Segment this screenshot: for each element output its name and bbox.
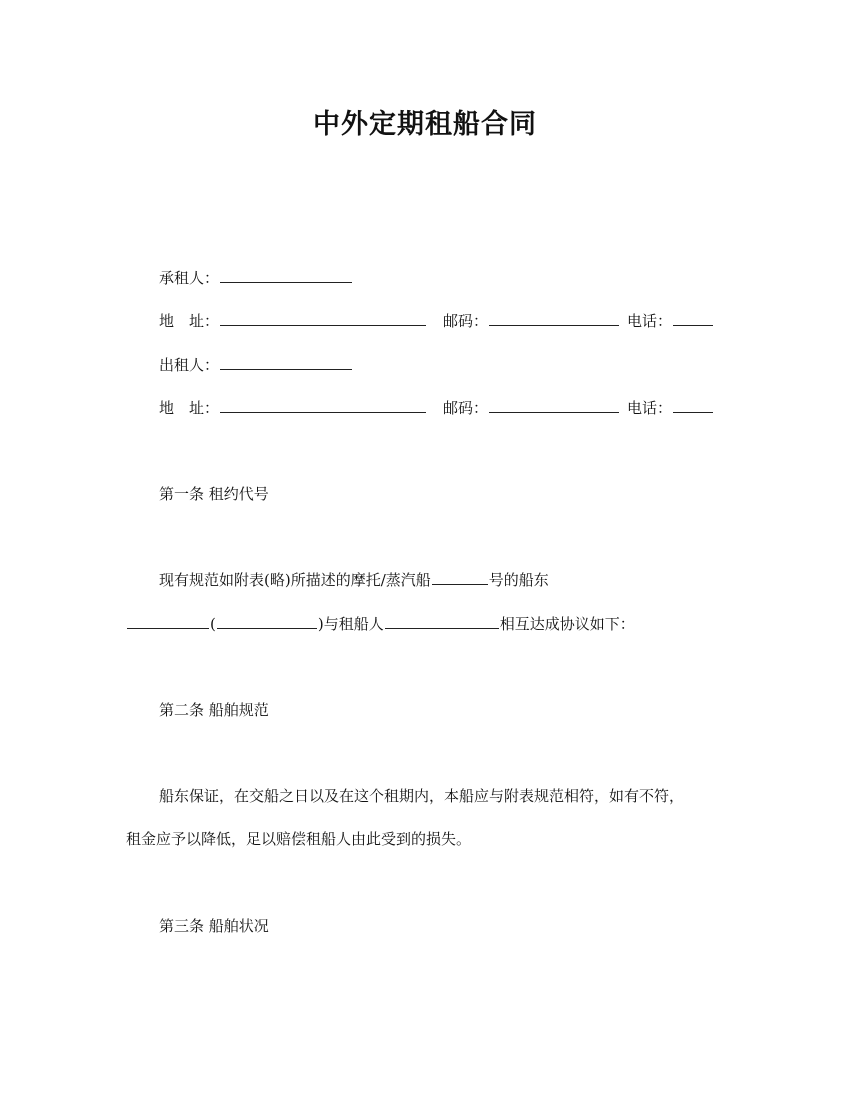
paren-close-text: )与租船人 — [317, 615, 384, 633]
lessor-postcode-blank — [489, 398, 619, 413]
lessor-phone-blank — [673, 398, 713, 413]
lessor-address-label: 地 址： — [159, 399, 220, 417]
ship-name-blank — [432, 570, 488, 585]
lessor-address-blank — [220, 398, 426, 413]
lessee-address-blank — [220, 311, 426, 326]
article1-line1-text: 现有规范如附表(略)所描述的摩托/蒸汽船 — [159, 571, 431, 589]
article1-line2-end: 相互达成协议如下： — [499, 615, 635, 633]
lessee-blank — [220, 268, 352, 283]
article1-heading: 第一条 租约代号 — [159, 485, 269, 503]
lessor-address-line — [159, 398, 714, 418]
owner-blank — [127, 614, 209, 629]
lessee-postcode-blank — [489, 311, 619, 326]
lessee-phone-label: 电话： — [627, 312, 673, 330]
lessor-blank — [220, 355, 352, 370]
lessee-line — [159, 268, 353, 288]
lessee-postcode-label: 邮码： — [443, 312, 489, 330]
lessee-address-label: 地 址： — [159, 312, 220, 330]
lessor-postcode-label: 邮码： — [443, 399, 489, 417]
lessee-phone-blank — [673, 311, 713, 326]
article1-line1 — [159, 570, 549, 590]
lessee-address-line — [159, 311, 714, 331]
article2-heading: 第二条 船舶规范 — [159, 701, 269, 719]
lessor-label: 出租人： — [159, 356, 220, 374]
article2-line2: 租金应予以降低，足以赔偿租船人由此受到的损失。 — [126, 830, 472, 848]
lessee-label: 承租人： — [159, 269, 220, 287]
charterer-blank — [385, 614, 499, 629]
article1-line1-end: 号的船东 — [488, 571, 549, 589]
paren-open: ( — [210, 615, 216, 633]
lessor-phone-label: 电话： — [627, 399, 673, 417]
article2-line1: 船东保证，在交船之日以及在这个租期内，本船应与附表规范相符，如有不符， — [159, 787, 685, 805]
document-title: 中外定期租船合同 — [313, 109, 537, 140]
owner-paren-blank — [217, 614, 317, 629]
lessor-line — [159, 355, 353, 375]
article1-line2 — [126, 614, 635, 634]
article3-heading: 第三条 船舶状况 — [159, 917, 269, 935]
